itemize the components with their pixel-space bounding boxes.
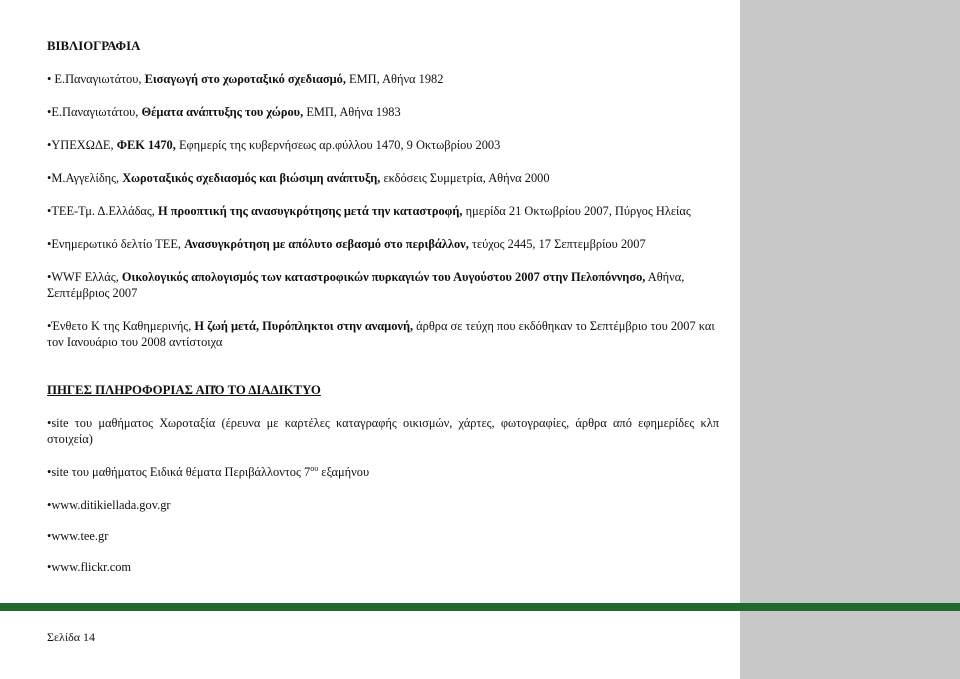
page-number: Σελίδα 14 [47,630,96,644]
bibliography-entry: •Ε.Παναγιωτάτου, Θέματα ανάπτυξης του χώρου, ΕΜΠ, Αθήνα 1983 [47,105,401,119]
web-link[interactable]: •www.ditikiellada.gov.gr [47,498,171,512]
green-divider-bar [0,603,960,611]
bibliography-entry: •WWF Ελλάς, Οικολογικός απολογισμός των καταστροφικών πυρκαγιών του Αυγούστου 2007 στην Πελοπόννησο, Αθήνα, Σεπτέμβριος 2007 [47,270,685,300]
bibliography-entry: • Ε.Παναγιωτάτου, Εισαγωγή στο χωροταξικό σχεδιασμό, ΕΜΠ, Αθήνα 1982 [47,72,444,86]
web-sources-heading: ΠΗΓΕΣ ΠΛΗΡΟΦΟΡΙΑΣ ΑΠΌ ΤΟ ΔΙΑΔΙΚΤΥΟ [47,383,321,397]
web-link[interactable]: •www.tee.gr [47,529,109,543]
page-content [47,38,719,590]
bibliography-entry: •ΥΠΕΧΩΔΕ, ΦΕΚ 1470, Εφημερίς της κυβερνήσεως αρ.φύλλου 1470, 9 Οκτωβρίου 2003 [47,138,501,152]
bibliography-entry: •Ένθετο Κ της Καθημερινής, Η ζωή μετά, Πυρόπληκτοι στην αναμονή, άρθρα σε τεύχη που εκδόθηκαν το Σεπτέμβριο του 2007 και τον Ιανουάριο του 2008 αντίστοιχα [47,319,715,349]
web-link[interactable]: •www.flickr.com [47,560,132,574]
web-source-entry: •site του μαθήματος Ειδικά θέματα Περιβάλλοντος $7^{o\upsilon}$ εξαμήνου [47,463,370,479]
bibliography-entry: •ΤΕΕ-Τμ. Δ.Ελλάδας, Η προοπτική της ανασυγκρότησης μετά την καταστροφή, ημερίδα 21 Οκτωβρίου 2007, Πύργος Ηλείας [47,204,691,218]
bibliography-heading: ΒΙΒΛΙΟΓΡΑΦΙΑ [47,39,141,53]
web-source-entry: •site του μαθήματος Χωροταξία (έρευνα με καρτέλες καταγραφής οικισμών, χάρτες, φωτογραφίες, άρθρα από εφημερίδες κλπ στοιχεία) [47,416,719,446]
bibliography-entry: •Ενημερωτικό δελτίο ΤΕΕ, Ανασυγκρότηση με απόλυτο σεβασμό στο περιβάλλον, τεύχος 2445, 17 Σεπτεμβρίου 2007 [47,237,646,251]
bibliography-entry: •Μ.Αγγελίδης, Χωροταξικός σχεδιασμός και βιώσιμη ανάπτυξη, εκδόσεις Συμμετρία, Αθήνα 2000 [47,171,550,185]
grey-side-panel [740,0,960,679]
